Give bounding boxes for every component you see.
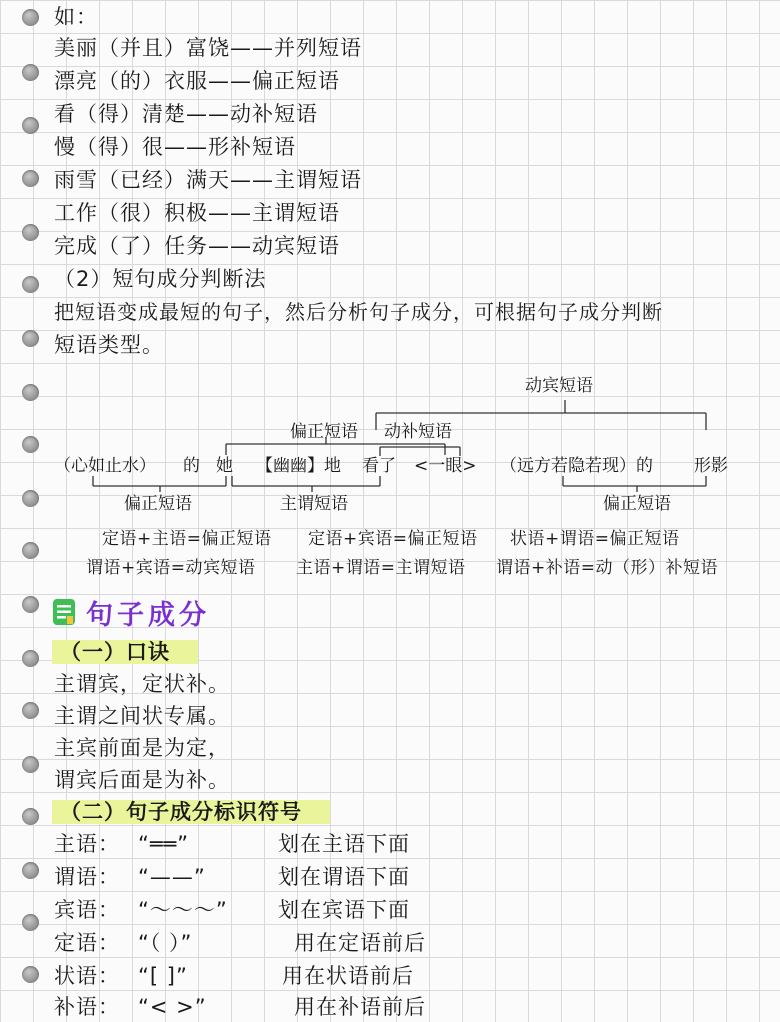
sentence-w8: 形影 bbox=[694, 456, 728, 476]
sentence-w1: （心如止水） bbox=[54, 456, 156, 476]
intro-label: 如： bbox=[54, 5, 98, 29]
formula: 谓语+补语=动（形）补短语 bbox=[496, 558, 718, 578]
symbol-mark: “[ ]” bbox=[138, 964, 188, 988]
koujue-line: 主谓宾，定状补。 bbox=[54, 672, 230, 696]
subheading-symbols bbox=[52, 797, 330, 827]
koujue-line: 主宾前面是为定， bbox=[54, 736, 230, 760]
method-description: 把短语变成最短的句子，然后分析句子成分，可根据句子成分判断 bbox=[54, 300, 663, 324]
label-zhuwei: 主谓短语 bbox=[280, 494, 348, 514]
example-line: 美丽（并且）富饶——并列短语 bbox=[54, 36, 362, 60]
formula: 谓语+宾语=动宾短语 bbox=[86, 558, 256, 578]
symbol-desc: 划在宾语下面 bbox=[278, 898, 410, 922]
symbol-name: 谓语： bbox=[54, 865, 120, 889]
sentence-w5: 看了 bbox=[362, 456, 396, 476]
method-heading: （2）短句成分判断法 bbox=[54, 267, 267, 291]
label-dongbu: 动补短语 bbox=[384, 422, 452, 442]
symbol-desc: 划在谓语下面 bbox=[278, 865, 410, 889]
formula: 主语+谓语=主谓短语 bbox=[296, 558, 466, 578]
koujue-line: 谓宾后面是为补。 bbox=[54, 768, 230, 792]
symbol-mark: “——” bbox=[138, 865, 206, 889]
label-pianzheng-right: 偏正短语 bbox=[603, 494, 671, 514]
symbol-name: 定语： bbox=[54, 931, 120, 955]
symbol-mark: “～～～” bbox=[138, 898, 228, 922]
sentence-w4: 【幽幽】地 bbox=[256, 456, 341, 476]
symbol-mark: “< >” bbox=[138, 995, 207, 1019]
symbol-desc: 划在主语下面 bbox=[278, 832, 410, 856]
sentence-w7: （远方若隐若现）的 bbox=[500, 456, 653, 476]
symbol-desc: 用在补语前后 bbox=[294, 995, 426, 1019]
note-icon bbox=[52, 598, 76, 626]
label-dongbin: 动宾短语 bbox=[525, 376, 593, 396]
sentence-w6: <一眼> bbox=[414, 456, 477, 476]
label-pianzheng-left: 偏正短语 bbox=[124, 494, 192, 514]
example-line: 雨雪（已经）满天——主谓短语 bbox=[54, 168, 362, 192]
symbol-desc: 用在状语前后 bbox=[282, 964, 414, 988]
example-line: 看（得）清楚——动补短语 bbox=[54, 102, 318, 126]
label-pianzheng-top: 偏正短语 bbox=[290, 422, 358, 442]
section-title: 句子成分 bbox=[86, 599, 210, 631]
method-description-cont: 短语类型。 bbox=[54, 333, 164, 357]
section-heading bbox=[52, 594, 210, 630]
formula: 定语+主语=偏正短语 bbox=[102, 529, 272, 549]
subheading-koujue-text: （一）口诀 bbox=[52, 640, 198, 664]
symbol-mark: “══” bbox=[138, 832, 190, 856]
symbol-name: 补语： bbox=[54, 995, 120, 1019]
formula: 状语+谓语=偏正短语 bbox=[510, 529, 680, 549]
subheading-koujue bbox=[52, 637, 198, 667]
example-line: 慢（得）很——形补短语 bbox=[54, 135, 296, 159]
formula: 定语+宾语=偏正短语 bbox=[308, 529, 478, 549]
symbol-mark: “（ ）” bbox=[138, 931, 193, 955]
sentence-w2: 的 bbox=[183, 456, 200, 476]
koujue-line: 主谓之间状专属。 bbox=[54, 704, 230, 728]
symbol-name: 宾语： bbox=[54, 898, 120, 922]
symbol-desc: 用在定语前后 bbox=[294, 931, 426, 955]
subheading-symbols-text: （二）句子成分标识符号 bbox=[52, 800, 330, 824]
sentence-w3: 她 bbox=[216, 456, 233, 476]
example-line: 漂亮（的）衣服——偏正短语 bbox=[54, 69, 340, 93]
example-line: 完成（了）任务——动宾短语 bbox=[54, 234, 340, 258]
symbol-name: 状语： bbox=[54, 964, 120, 988]
symbol-name: 主语： bbox=[54, 832, 120, 856]
example-line: 工作（很）积极——主谓短语 bbox=[54, 201, 340, 225]
